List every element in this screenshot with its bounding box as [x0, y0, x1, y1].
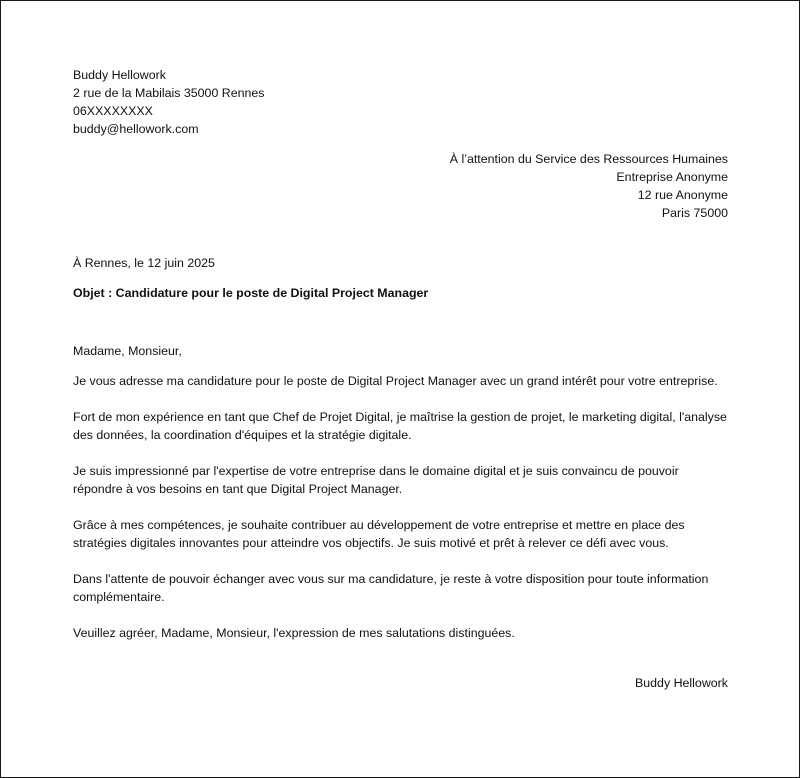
body-paragraph: Grâce à mes compétences, je souhaite contribuer au développement de votre entreprise et mettre en place des stratégies digitales innovantes pour atteindre vos objectifs. Je suis motivé et prêt à relever ce défi avec vous.	[73, 518, 685, 550]
signature: Buddy Hellowork	[635, 676, 728, 690]
letter-content	[73, 66, 728, 692]
sender-block	[73, 66, 728, 138]
recipient-city: Paris 75000	[661, 206, 728, 220]
recipient-company: Entreprise Anonyme	[616, 170, 728, 184]
body-paragraph: Je vous adresse ma candidature pour le poste de Digital Project Manager avec un grand intérêt pour votre entreprise.	[73, 374, 718, 388]
sender-address: 2 rue de la Mabilais 35000 Rennes	[73, 86, 265, 100]
subject-line: Objet : Candidature pour le poste de Digital Project Manager	[73, 286, 429, 300]
recipient-block	[73, 150, 728, 222]
body-paragraph: Je suis impressionné par l'expertise de votre entreprise dans le domaine digital et je suis convaincu de pouvoir répondre à vos besoins en tant que Digital Project Manager.	[73, 464, 679, 496]
salutation: Madame, Monsieur,	[73, 344, 182, 358]
recipient-street: 12 rue Anonyme	[637, 188, 728, 202]
sender-email: buddy@hellowork.com	[73, 122, 199, 136]
recipient-attention: À l’attention du Service des Ressources Humaines	[449, 152, 728, 166]
body-paragraph: Fort de mon expérience en tant que Chef de Projet Digital, je maîtrise la gestion de projet, le marketing digital, l'analyse des données, la coordination d'équipes et la stratégie digitale.	[73, 410, 727, 442]
date-line: À Rennes, le 12 juin 2025	[73, 256, 215, 270]
sender-name: Buddy Hellowork	[73, 68, 166, 82]
closing-paragraph: Veuillez agréer, Madame, Monsieur, l'expression de mes salutations distinguées.	[73, 626, 515, 640]
body-paragraph: Dans l'attente de pouvoir échanger avec vous sur ma candidature, je reste à votre disposition pour toute information complémentaire.	[73, 572, 709, 604]
sender-phone: 06XXXXXXXX	[73, 104, 153, 118]
